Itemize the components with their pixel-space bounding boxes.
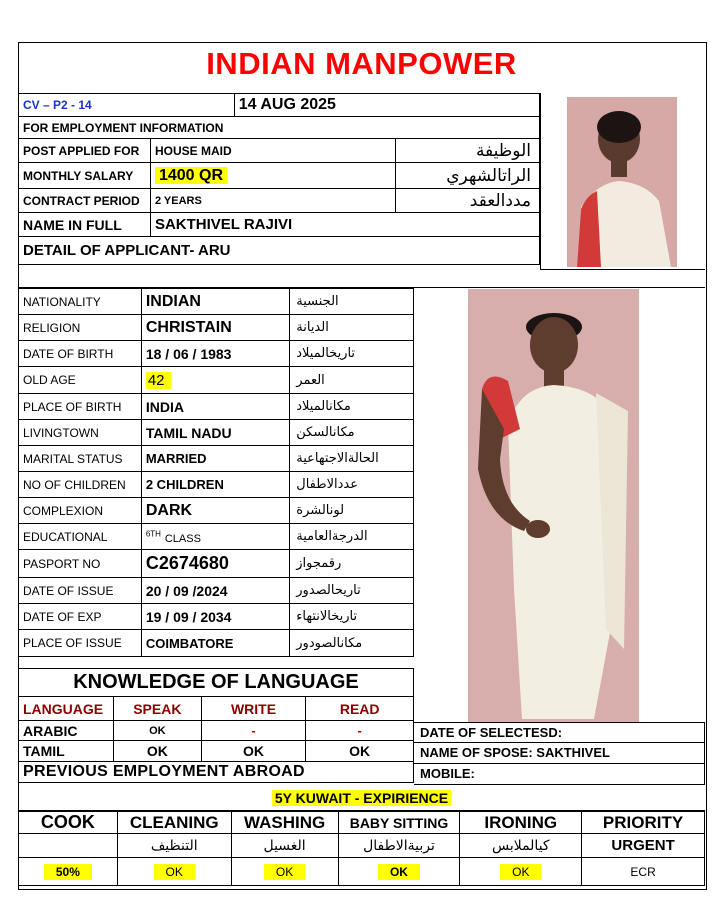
skill-value-cell xyxy=(582,858,705,886)
detail-label: EDUCATIONAL xyxy=(19,524,142,550)
cv-date: 14 AUG 2025 xyxy=(234,94,539,117)
employment-heading: FOR EMPLOYMENT INFORMATION xyxy=(19,117,540,139)
skill-value-cell xyxy=(338,858,460,886)
detail-label: PLACE OF BIRTH xyxy=(19,394,142,420)
detail-value: INDIA xyxy=(141,394,289,420)
detail-label: COMPLEXION xyxy=(19,498,142,524)
selected-date: DATE OF SELECTESD: xyxy=(414,722,705,743)
skill-value: 50% xyxy=(44,864,92,880)
skill-value: OK xyxy=(378,864,420,880)
skill-arabic: URGENT xyxy=(582,834,705,858)
cv-code: CV – P2 - 14 xyxy=(19,94,235,117)
previous-heading: PREVIOUS EMPLOYMENT ABROAD xyxy=(19,762,414,783)
skill-arabic: كيالملابس xyxy=(460,834,582,858)
applicant-full-photo xyxy=(468,289,639,722)
detail-value: TAMIL NADU xyxy=(141,420,289,446)
detail-label: LIVINGTOWN xyxy=(19,420,142,446)
education-level: CLASS xyxy=(164,532,201,545)
lang-col-write: WRITE xyxy=(201,697,306,721)
lang-col-language: LANGUAGE xyxy=(19,697,114,721)
lang-row-write: - xyxy=(201,721,306,741)
mobile: MOBILE: xyxy=(414,764,705,785)
skill-value-cell xyxy=(460,858,582,886)
detail-value xyxy=(141,524,289,550)
lang-row-write: OK xyxy=(201,741,306,762)
applicant-portrait xyxy=(567,97,677,267)
detail-value: 19 / 09 / 2034 xyxy=(141,604,289,630)
skill-name: COOK xyxy=(19,812,118,834)
details-table xyxy=(18,288,414,657)
detail-label: DATE OF EXP xyxy=(19,604,142,630)
skill-value: OK xyxy=(500,864,541,880)
skill-name: WASHING xyxy=(231,812,338,834)
lang-row-speak: OK xyxy=(113,721,201,741)
detail-value: MARRIED xyxy=(141,446,289,472)
detail-arabic: رقمجواز xyxy=(290,550,414,578)
detail-arabic: مكانالصودور xyxy=(290,630,414,657)
contract-value: 2 YEARS xyxy=(150,189,395,213)
skill-arabic: الغسيل xyxy=(231,834,338,858)
detail-row xyxy=(19,420,414,446)
skill-value-cell xyxy=(117,858,231,886)
contract-arabic: مددالعقد xyxy=(396,189,540,213)
detail-row xyxy=(19,367,414,394)
detail-value: DARK xyxy=(141,498,289,524)
post-arabic: الوظيفة xyxy=(396,139,540,163)
detail-label: DATE OF BIRTH xyxy=(19,341,142,367)
detail-row xyxy=(19,394,414,420)
age-value: 42 xyxy=(146,372,171,389)
detail-arabic: العمر xyxy=(290,367,414,394)
detail-arabic: الديانة xyxy=(290,315,414,341)
skill-value-cell xyxy=(231,858,338,886)
lang-col-read: READ xyxy=(306,697,414,721)
skill-value: OK xyxy=(154,864,195,880)
salary-value-cell xyxy=(150,163,395,189)
detail-row xyxy=(19,630,414,657)
detail-label: PLACE OF ISSUE xyxy=(19,630,142,657)
detail-row xyxy=(19,341,414,367)
salary-value: 1400 QR xyxy=(155,167,227,184)
skill-name: BABY SITTING xyxy=(338,812,460,834)
post-value: HOUSE MAID xyxy=(150,139,395,163)
detail-value: INDIAN xyxy=(141,289,289,315)
page-title: INDIAN MANPOWER xyxy=(206,46,517,81)
contract-label: CONTRACT PERIOD xyxy=(19,189,151,213)
detail-value xyxy=(141,367,289,394)
skill-value: OK xyxy=(264,864,305,880)
detail-label: NATIONALITY xyxy=(19,289,142,315)
detail-value: 20 / 09 /2024 xyxy=(141,578,289,604)
lang-row-language: ARABIC xyxy=(19,721,114,741)
skill-arabic: تربيةالاطفال xyxy=(338,834,460,858)
detail-arabic: لونالشرة xyxy=(290,498,414,524)
detail-value: COIMBATORE xyxy=(141,630,289,657)
detail-label: MARITAL STATUS xyxy=(19,446,142,472)
detail-arabic: تاريخالميلاد xyxy=(290,341,414,367)
detail-value: CHRISTAIN xyxy=(141,315,289,341)
detail-arabic: عددالاطفال xyxy=(290,472,414,498)
lang-col-speak: SPEAK xyxy=(113,697,201,721)
lang-row-read: - xyxy=(306,721,414,741)
skill-value: ECR xyxy=(630,864,656,879)
detail-arabic: الدرجةالعامية xyxy=(290,524,414,550)
skill-name: CLEANING xyxy=(117,812,231,834)
detail-value: C2674680 xyxy=(141,550,289,578)
skills-table xyxy=(18,811,705,886)
previous-value-row xyxy=(18,786,705,811)
lang-row-language: TAMIL xyxy=(19,741,114,762)
language-heading: KNOWLEDGE OF LANGUAGE xyxy=(19,669,414,697)
spouse-name: NAME OF SPOSE: SAKTHIVEL xyxy=(414,743,705,764)
previous-value: 5Y KUWAIT - EXPIRIENCE xyxy=(272,790,451,806)
detail-arabic: الحالةالاجتهاعية xyxy=(290,446,414,472)
detail-value: 2 CHILDREN xyxy=(141,472,289,498)
header-table xyxy=(18,93,540,265)
lang-row-speak: OK xyxy=(113,741,201,762)
name-label: NAME IN FULL xyxy=(19,213,151,237)
detail-row xyxy=(19,289,414,315)
detail-arabic: مكانالسكن xyxy=(290,420,414,446)
detail-row xyxy=(19,604,414,630)
detail-row xyxy=(19,578,414,604)
education-grade: 6TH xyxy=(145,528,161,538)
detail-row xyxy=(19,498,414,524)
detail-label: DATE OF ISSUE xyxy=(19,578,142,604)
detail-label: PASPORT NO xyxy=(19,550,142,578)
detail-row xyxy=(19,315,414,341)
detail-row xyxy=(19,550,414,578)
detail-arabic: الجنسية xyxy=(290,289,414,315)
spacer-row xyxy=(18,270,705,288)
post-label: POST APPLIED FOR xyxy=(19,139,151,163)
detail-arabic: تاريحالصدور xyxy=(290,578,414,604)
lang-row-read: OK xyxy=(306,741,414,762)
salary-arabic: الراتالشهري xyxy=(396,163,540,189)
salary-label: MONTHLY SALARY xyxy=(19,163,151,189)
detail-arabic: مكانالميلاد xyxy=(290,394,414,420)
detail-arabic: تاريخالانتهاء xyxy=(290,604,414,630)
detail-label: RELIGION xyxy=(19,315,142,341)
skill-name: IRONING xyxy=(460,812,582,834)
skill-name: PRIORITY xyxy=(582,812,705,834)
name-value: SAKTHIVEL RAJIVI xyxy=(150,213,539,237)
detail-row xyxy=(19,446,414,472)
detail-row xyxy=(19,524,414,550)
detail-label: NO OF CHILDREN xyxy=(19,472,142,498)
skill-value-cell xyxy=(19,858,118,886)
language-table xyxy=(18,668,414,783)
detail-row xyxy=(19,472,414,498)
skill-arabic xyxy=(19,834,118,858)
detail-heading: DETAIL OF APPLICANT- ARU xyxy=(19,237,540,265)
skill-arabic: التنظيف xyxy=(117,834,231,858)
detail-value: 18 / 06 / 1983 xyxy=(141,341,289,367)
detail-label: OLD AGE xyxy=(19,367,142,394)
